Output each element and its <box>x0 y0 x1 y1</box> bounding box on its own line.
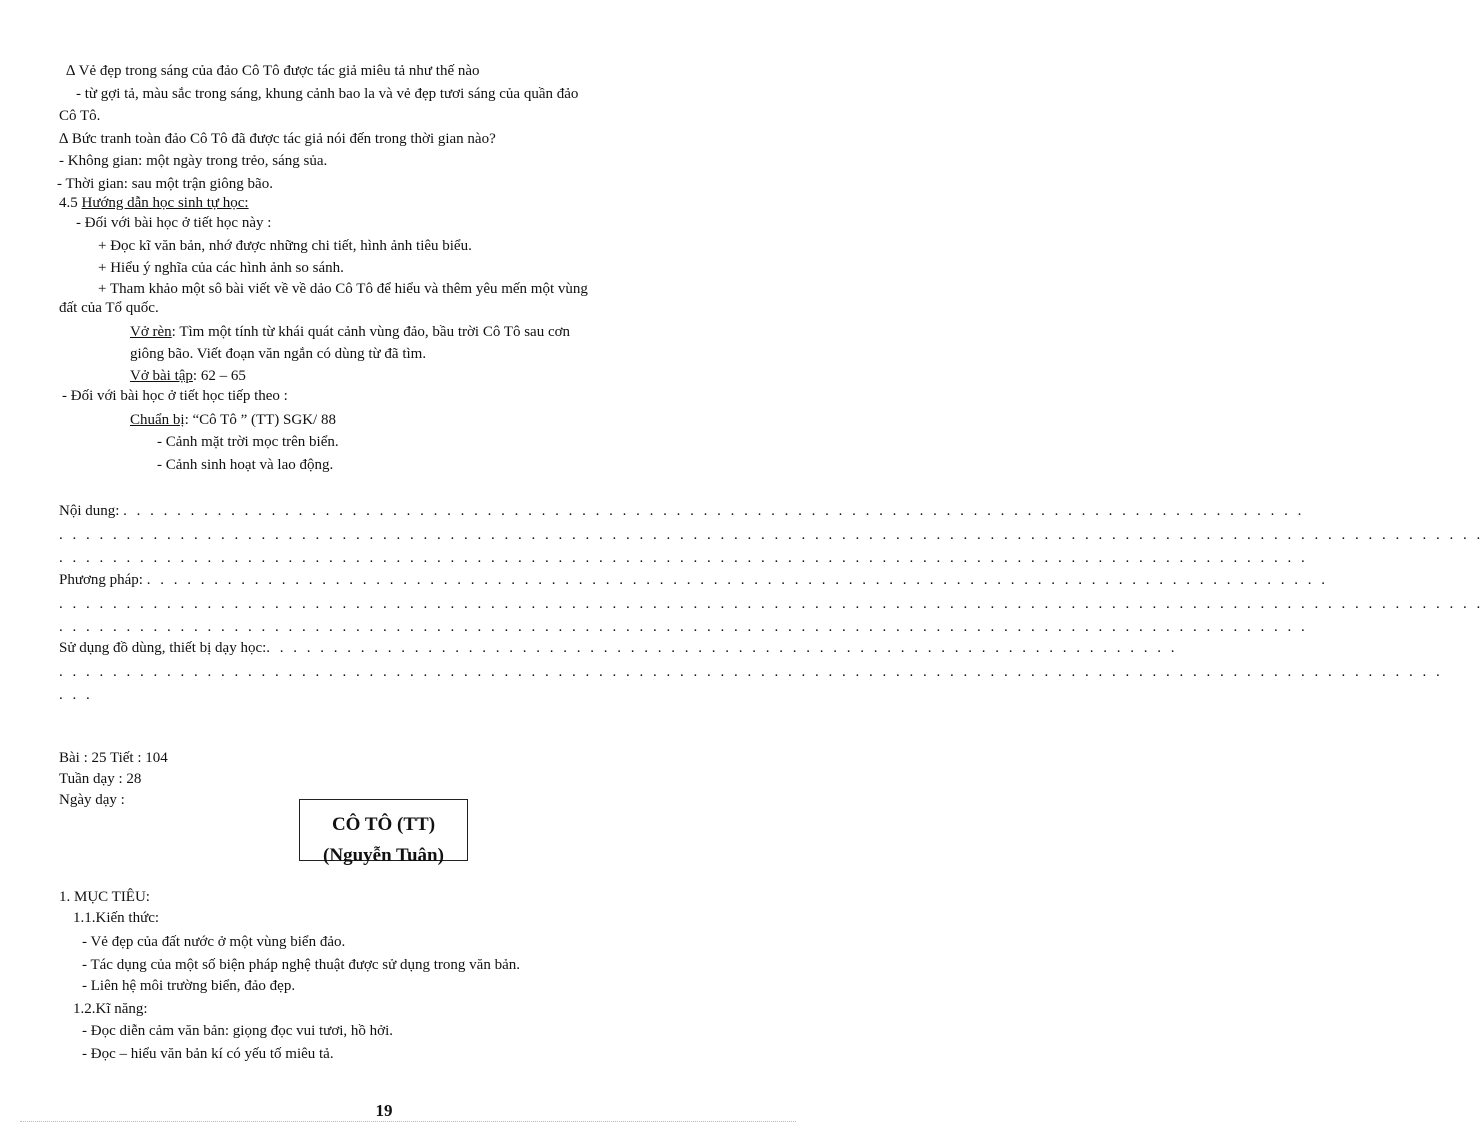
answer-space: - Không gian: một ngày trong trẻo, sáng sủa. <box>59 153 328 169</box>
vo-ren-line1 <box>130 322 570 342</box>
knowledge-heading: 1.1.Kiến thức: <box>73 910 160 926</box>
guide-heading-num: 4.5 <box>59 195 82 211</box>
knowledge-item-3: - Liên hệ môi trường biển, đảo đẹp. <box>82 978 296 994</box>
dotted-line: . . . . . . . . . . . . . . . . . . . . . . . . . . . . . . . . . . . . . . . . . . . . . . . . . . . . . . . . . . . . . . . . . . . . . . . . . . . . . . . . . . . . . . . . . . . . . . . . . . . . . . . . . . <box>59 527 1483 543</box>
vo-bai-tap-value: : 62 – 65 <box>192 368 246 384</box>
dotted-line: . . . . . . . . . . . . . . . . . . . . . . . . . . . . . . . . . . . . . . . . . . . . . . . . . . . . . . . . . . . . . . . . . . . . . . . . . . . . . . . . . . . . . . . . . . . . . . . . . . . . . . . <box>59 664 1443 680</box>
guide-item-1: + Đọc kĩ văn bản, nhớ được những chi tiết, hình ảnh tiêu biểu. <box>98 238 472 254</box>
footer-divider <box>20 1121 796 1122</box>
phuong-phap-line: Phương pháp: . . . . . . . . . . . . . . . . . . . . . . . . . . . . . . . . . . . . . . . . . . . . . . . . . . . . . . . . . . . . . . . . . . . . . . . . . . . . . . . . . . . . . . . . <box>59 572 1328 588</box>
vo-bai-tap-label: Vở bài tập <box>130 368 193 384</box>
guide-item-3-line1: + Tham khảo một sô bài viết về về dảo Cô Tô để hiểu và thêm yêu mến một vùng <box>98 281 588 297</box>
guide-heading <box>59 193 249 213</box>
knowledge-item-1: - Vẻ đẹp của đất nước ở một vùng biển đảo. <box>82 934 346 950</box>
skills-item-2: - Đọc – hiểu văn bản kí có yếu tố miêu tả. <box>82 1046 334 1062</box>
chuan-bi-label: Chuẩn bị <box>130 412 185 428</box>
lesson-author: (Nguyễn Tuân) <box>323 845 444 866</box>
objectives-heading: 1. MỤC TIÊU: <box>59 889 150 905</box>
dotted-line: . . . . . . . . . . . . . . . . . . . . . . . . . . . . . . . . . . . . . . . . . . . . . . . . . . . . . . . . . . . . . . . . . . . . . . . . . . . . . . . . . . . . . . . . . . . . . <box>59 619 1308 635</box>
su-dung-line: Sử dụng đồ dùng, thiết bị dạy học:. . . . . . . . . . . . . . . . . . . . . . . . . . . . . . . . . . . . . . . . . . . . . . . . . . . . . . . . . . . . . . . . . . . . <box>59 640 1178 656</box>
teaching-date: Ngày dạy : <box>59 792 125 808</box>
lesson-number: Bài : 25 Tiết : 104 <box>59 750 168 766</box>
prep-item-2: - Cảnh sinh hoạt và lao động. <box>157 457 334 473</box>
knowledge-item-2: - Tác dụng của một số biện pháp nghệ thuật được sử dụng trong văn bản. <box>82 957 520 973</box>
next-lesson: - Đối với bài học ở tiết học tiếp theo : <box>62 388 288 404</box>
vo-ren-line2: giông bão. Viết đoạn văn ngắn có dùng từ đã tìm. <box>130 346 427 362</box>
lesson-title-box <box>299 799 468 866</box>
question-beauty: ∆ Vẻ đẹp trong sáng của đảo Cô Tô được tác giả miêu tả như thế nào <box>66 63 480 79</box>
guide-item-3-line2: đất của Tổ quốc. <box>59 300 159 316</box>
answer-time: - Thời gian: sau một trận giông bão. <box>57 176 273 192</box>
noi-dung-line: Nội dung: . . . . . . . . . . . . . . . . . . . . . . . . . . . . . . . . . . . . . . . . . . . . . . . . . . . . . . . . . . . . . . . . . . . . . . . . . . . . . . . . . . . . . . . . <box>59 503 1305 519</box>
current-lesson: - Đối với bài học ở tiết học này : <box>76 215 272 231</box>
vo-ren-text: : Tìm một tính từ khái quát cảnh vùng đảo, bầu trời Cô Tô sau cơn <box>171 324 571 340</box>
dotted-line: . . . . . . . . . . . . . . . . . . . . . . . . . . . . . . . . . . . . . . . . . . . . . . . . . . . . . . . . . . . . . . . . . . . . . . . . . . . . . . . . . . . . . . . . . . . . . <box>59 550 1308 566</box>
question-time: ∆ Bức tranh toàn đảo Cô Tô đã được tác giả nói đến trong thời gian nào? <box>59 131 496 147</box>
dotted-line: . . . . . . . . . . . . . . . . . . . . . . . . . . . . . . . . . . . . . . . . . . . . . . . . . . . . . . . . . . . . . . . . . . . . . . . . . . . . . . . . . . . . . . . . . . . . . . . . . . . . . . . . . . <box>59 596 1483 612</box>
answer-beauty-line1: - từ gợi tả, màu sắc trong sáng, khung cảnh bao la và vẻ đẹp tươi sáng của quần đảo <box>76 86 579 102</box>
skills-item-1: - Đọc diễn cảm văn bản: giọng đọc vui tươi, hồ hởi. <box>82 1023 394 1039</box>
vo-bai-tap <box>130 366 246 386</box>
chuan-bi <box>130 410 336 430</box>
chuan-bi-value: : “Cô Tô ” (TT) SGK/ 88 <box>184 412 336 428</box>
guide-item-2: + Hiểu ý nghĩa của các hình ảnh so sánh. <box>98 260 344 276</box>
lesson-title: CÔ TÔ (TT) <box>331 814 436 835</box>
noi-dung-label: Nội dung: <box>59 503 124 519</box>
teaching-week: Tuần dạy : 28 <box>59 771 142 787</box>
guide-heading-text: Hướng dẫn học sinh tự học: <box>81 195 249 211</box>
dotted-line: . . . <box>59 687 93 703</box>
answer-beauty-line2: Cô Tô. <box>59 108 101 124</box>
su-dung-label: Sử dụng đồ dùng, thiết bị dạy học: <box>59 640 267 656</box>
vo-ren-label: Vở rèn <box>130 324 172 340</box>
page-number: 19 <box>375 1101 393 1120</box>
prep-item-1: - Cảnh mặt trời mọc trên biển. <box>157 434 339 450</box>
phuong-phap-label: Phương pháp: <box>59 572 147 588</box>
skills-heading: 1.2.Kĩ năng: <box>73 1001 148 1017</box>
